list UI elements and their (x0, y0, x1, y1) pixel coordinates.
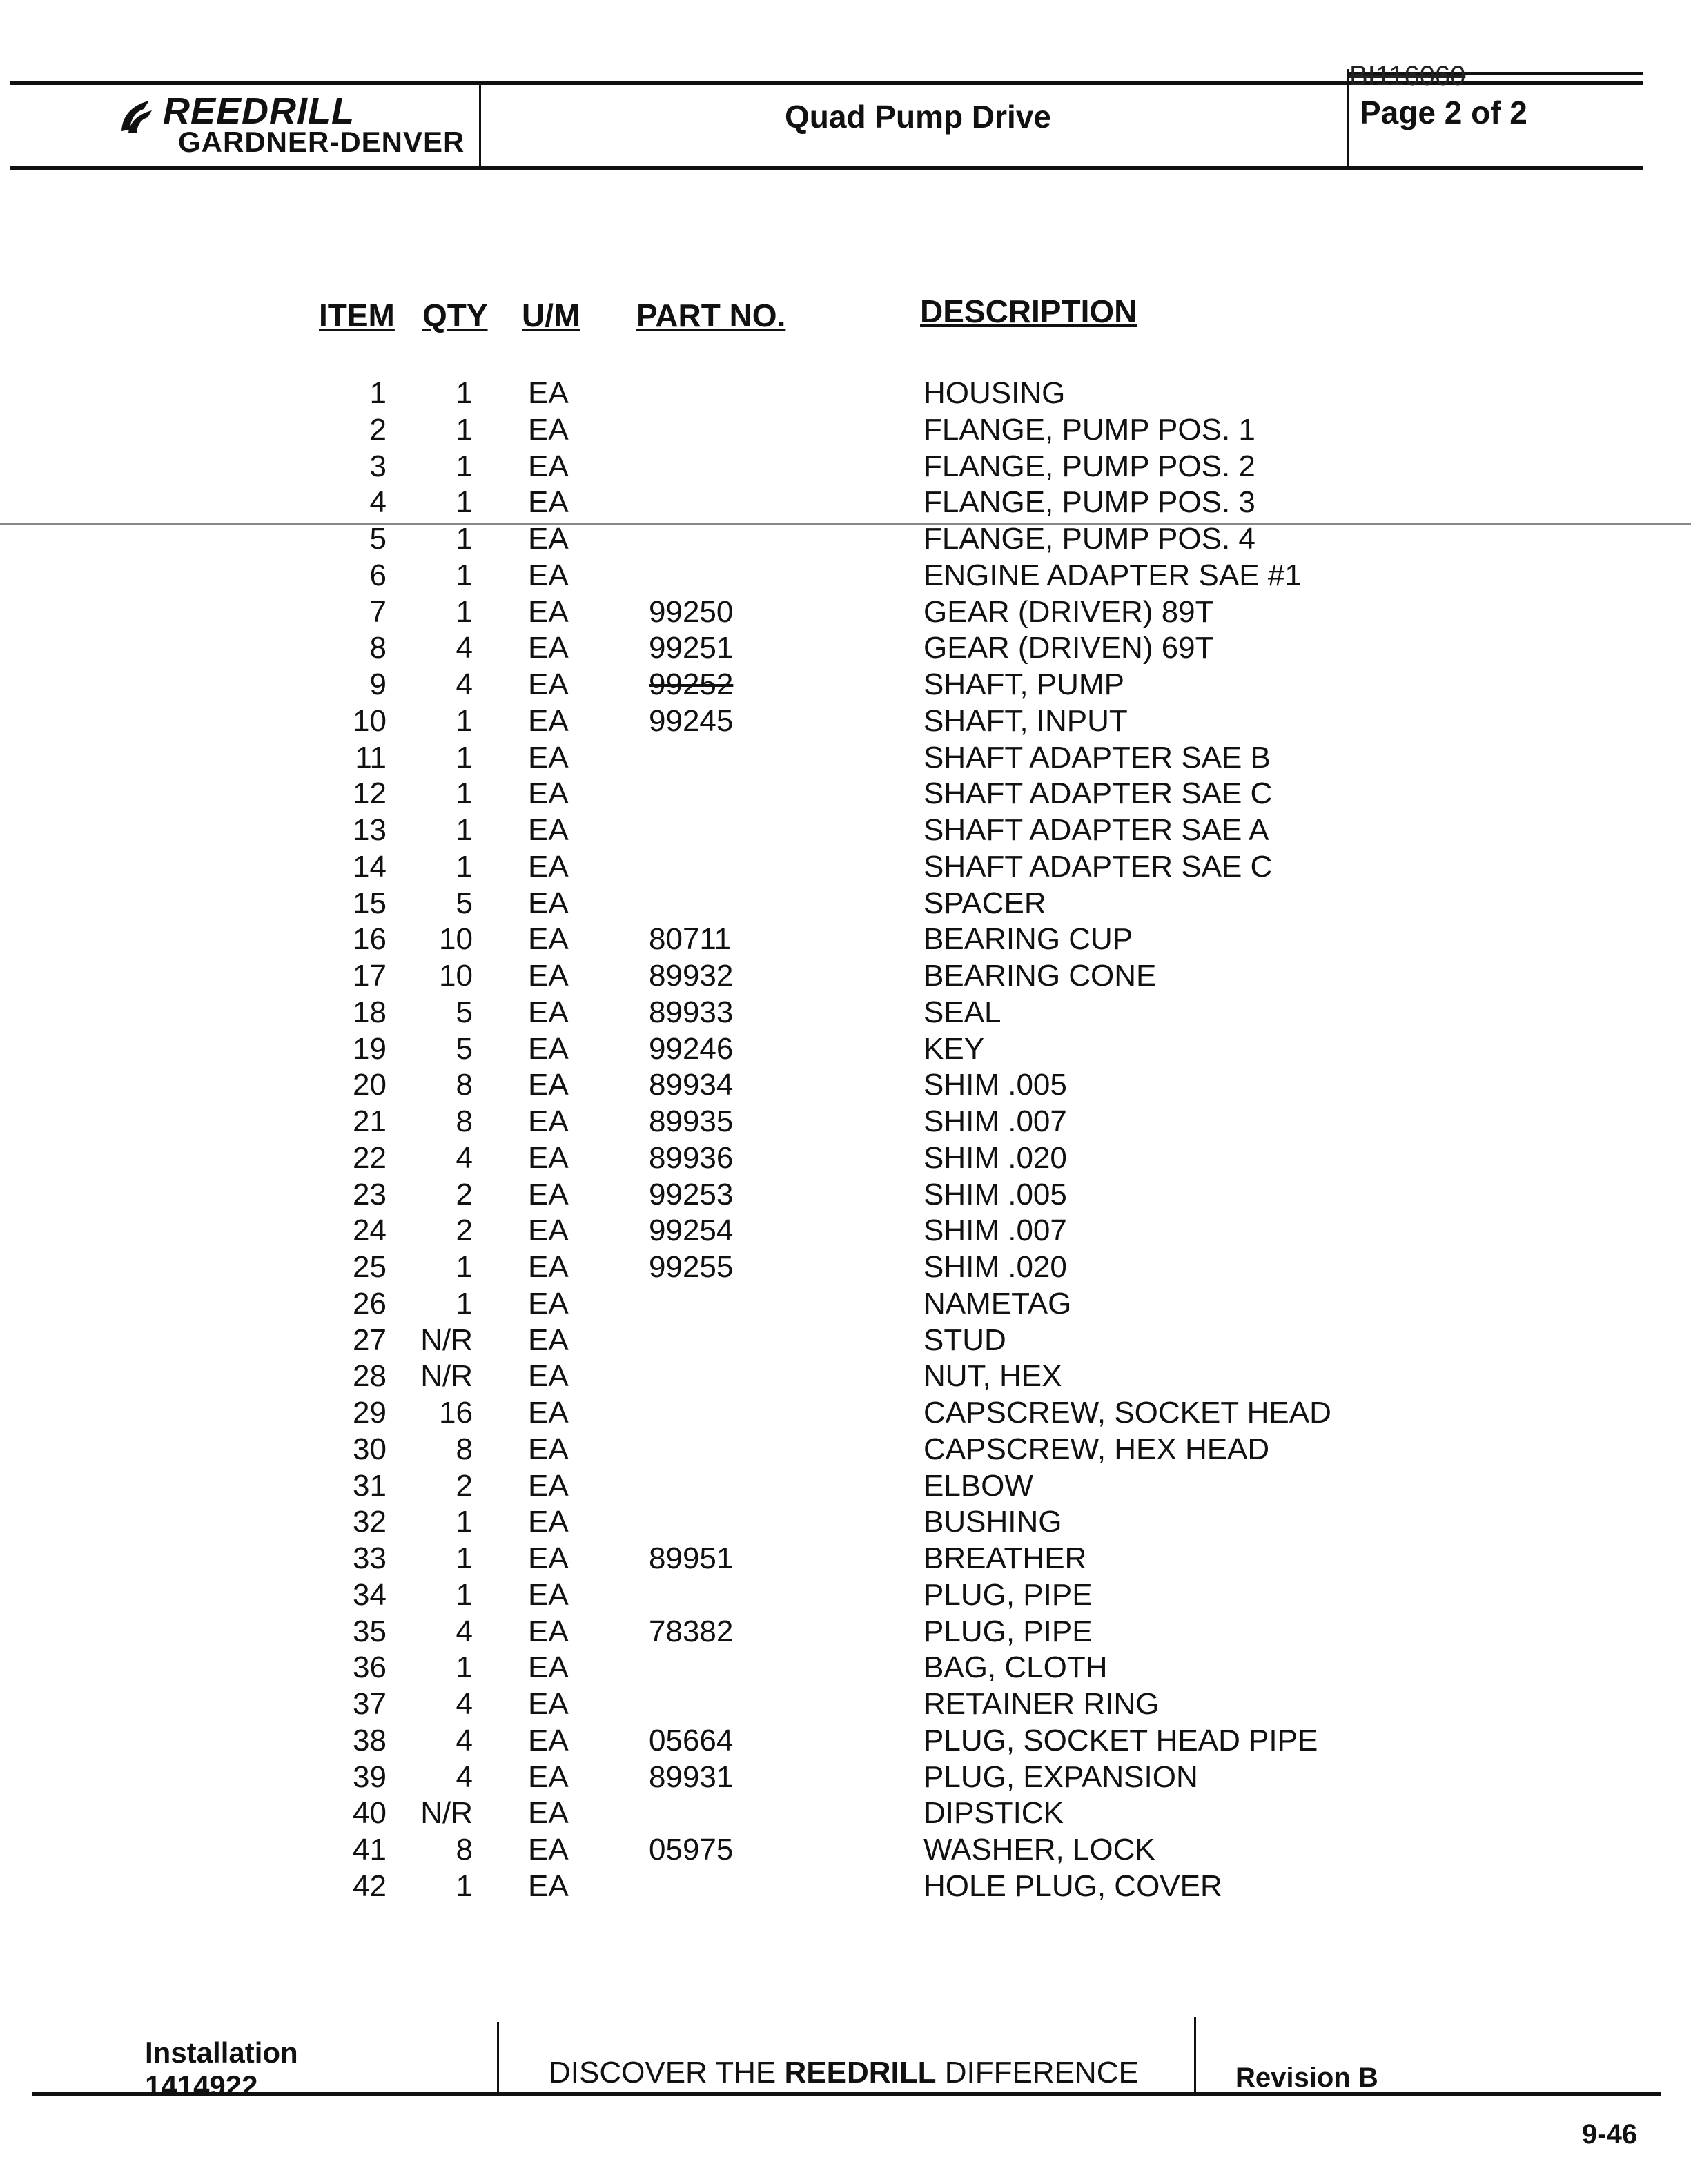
quantity: 8 (456, 1833, 473, 1866)
installation-number: 1414922 (145, 2069, 258, 2102)
unit-of-measure: EA (528, 1432, 569, 1466)
unit-of-measure: EA (528, 922, 569, 957)
unit-of-measure: EA (528, 1213, 569, 1248)
table-row (0, 485, 1691, 521)
revision-label: Revision B (1235, 2063, 1378, 2093)
unit-of-measure: EA (528, 485, 569, 520)
unit-of-measure: EA (528, 1687, 569, 1721)
part-number: 99253 (649, 1177, 734, 1211)
unit-of-measure: EA (528, 1140, 569, 1175)
unit-of-measure: EA (528, 1505, 569, 1539)
description: BREATHER (923, 1541, 1087, 1575)
quantity: 4 (456, 1140, 473, 1175)
item-number: 27 (353, 1323, 387, 1357)
table-row (0, 777, 1691, 812)
quantity: 1 (456, 449, 473, 483)
unit-of-measure: EA (528, 1286, 569, 1320)
item-number: 32 (353, 1505, 387, 1539)
document-title: Quad Pump Drive (785, 99, 1051, 135)
quantity: 1 (456, 1577, 473, 1612)
description: DIPSTICK (923, 1796, 1064, 1831)
quantity: 1 (456, 485, 473, 520)
description: FLANGE, PUMP POS. 1 (923, 412, 1255, 447)
description: SHAFT ADAPTER SAE C (923, 777, 1273, 811)
table-row (0, 1323, 1691, 1359)
quantity: 8 (456, 1068, 473, 1102)
unit-of-measure: EA (528, 813, 569, 847)
footer-slogan (549, 2056, 1139, 2090)
description: SHIM .005 (923, 1068, 1067, 1102)
item-number: 41 (353, 1833, 387, 1866)
item-number: 33 (353, 1541, 387, 1575)
quantity: 1 (456, 376, 473, 410)
item-number: 1 (369, 376, 387, 410)
table-row (0, 1615, 1691, 1650)
quantity: 1 (456, 522, 473, 556)
unit-of-measure: EA (528, 849, 569, 884)
slogan-brand: REEDRILL (784, 2056, 937, 2089)
item-number: 2 (369, 412, 387, 447)
item-number: 34 (353, 1577, 387, 1612)
item-number: 42 (353, 1869, 387, 1903)
quantity: 1 (456, 1286, 473, 1320)
item-number: 21 (353, 1104, 387, 1138)
unit-of-measure: EA (528, 449, 569, 483)
description: CAPSCREW, HEX HEAD (923, 1432, 1270, 1466)
table-row (0, 1505, 1691, 1541)
description: RETAINER RING (923, 1687, 1160, 1721)
quantity: 2 (456, 1468, 473, 1503)
table-row (0, 413, 1691, 449)
description: BEARING CONE (923, 959, 1157, 993)
table-row (0, 741, 1691, 777)
description: PLUG, EXPANSION (923, 1759, 1198, 1794)
description: CAPSCREW, SOCKET HEAD (923, 1396, 1331, 1430)
quantity: 1 (456, 558, 473, 592)
unit-of-measure: EA (528, 1614, 569, 1648)
item-number: 12 (353, 777, 387, 811)
description: SHIM .007 (923, 1213, 1067, 1248)
column-header-um: U/M (522, 298, 580, 333)
unit-of-measure: EA (528, 631, 569, 665)
unit-of-measure: EA (528, 959, 569, 993)
item-number: 3 (369, 449, 387, 483)
item-number: 10 (353, 703, 387, 738)
description: FLANGE, PUMP POS. 3 (923, 485, 1255, 520)
description: PLUG, SOCKET HEAD PIPE (923, 1723, 1318, 1757)
table-row (0, 1760, 1691, 1796)
table-row (0, 1287, 1691, 1323)
table-row (0, 1833, 1691, 1869)
item-number: 26 (353, 1286, 387, 1320)
quantity: 5 (456, 995, 473, 1029)
unit-of-measure: EA (528, 1650, 569, 1685)
description: FLANGE, PUMP POS. 2 (923, 449, 1255, 483)
description: BAG, CLOTH (923, 1650, 1108, 1685)
description: GEAR (DRIVEN) 69T (923, 631, 1214, 665)
brand-reedrill: REEDRILL (163, 90, 355, 132)
description: NAMETAG (923, 1286, 1072, 1320)
table-row (0, 1104, 1691, 1140)
part-number: 05975 (649, 1833, 734, 1866)
item-number: 14 (353, 849, 387, 884)
quantity: 1 (456, 1650, 473, 1685)
table-row (0, 595, 1691, 631)
unit-of-measure: EA (528, 1250, 569, 1284)
quantity: 10 (439, 922, 473, 957)
table-row (0, 886, 1691, 922)
description: KEY (923, 1031, 985, 1066)
item-number: 22 (353, 1140, 387, 1175)
description: SHIM .005 (923, 1177, 1067, 1211)
unit-of-measure: EA (528, 1359, 569, 1394)
description: BUSHING (923, 1505, 1062, 1539)
part-number: 99252 (649, 667, 734, 701)
part-number: 89932 (649, 959, 734, 993)
unit-of-measure: EA (528, 995, 569, 1029)
table-row (0, 631, 1691, 667)
quantity: 8 (456, 1104, 473, 1138)
description: ELBOW (923, 1468, 1033, 1503)
table-row (0, 1687, 1691, 1723)
table-row (0, 1432, 1691, 1468)
quantity: 1 (456, 1541, 473, 1575)
footer-divider-right (1194, 2017, 1196, 2093)
quantity: 10 (439, 959, 473, 993)
item-number: 16 (353, 922, 387, 957)
quantity: N/R (420, 1359, 473, 1394)
column-header-qty: QTY (422, 298, 488, 333)
table-row (0, 995, 1691, 1031)
table-row (0, 522, 1691, 558)
table-row (0, 449, 1691, 485)
item-number: 30 (353, 1432, 387, 1466)
description: SHAFT ADAPTER SAE A (923, 813, 1269, 847)
table-row (0, 558, 1691, 594)
table-row (0, 850, 1691, 886)
unit-of-measure: EA (528, 594, 569, 629)
description: SHIM .020 (923, 1140, 1067, 1175)
item-number: 37 (353, 1687, 387, 1721)
unit-of-measure: EA (528, 412, 569, 447)
part-number: 99250 (649, 594, 734, 629)
description: WASHER, LOCK (923, 1833, 1155, 1866)
description: HOLE PLUG, COVER (923, 1869, 1222, 1903)
description: SHIM .007 (923, 1104, 1067, 1138)
column-header-item: ITEM (319, 298, 395, 333)
quantity: 4 (456, 1687, 473, 1721)
table-row (0, 1068, 1691, 1104)
unit-of-measure: EA (528, 1577, 569, 1612)
unit-of-measure: EA (528, 558, 569, 592)
table-row (0, 1541, 1691, 1577)
item-number: 36 (353, 1650, 387, 1685)
description: PLUG, PIPE (923, 1577, 1093, 1612)
table-row (0, 704, 1691, 740)
unit-of-measure: EA (528, 740, 569, 774)
part-number: 89931 (649, 1759, 734, 1794)
unit-of-measure: EA (528, 1796, 569, 1831)
item-number: 6 (369, 558, 387, 592)
item-number: 13 (353, 813, 387, 847)
unit-of-measure: EA (528, 1759, 569, 1794)
unit-of-measure: EA (528, 1068, 569, 1102)
slogan-suffix: DIFFERENCE (936, 2056, 1139, 2089)
unit-of-measure: EA (528, 1833, 569, 1866)
table-row (0, 1396, 1691, 1432)
description: SHAFT ADAPTER SAE B (923, 740, 1271, 774)
description: SEAL (923, 995, 1001, 1029)
table-row (0, 1469, 1691, 1505)
quantity: N/R (420, 1796, 473, 1831)
table-row (0, 667, 1691, 703)
quantity: 5 (456, 1031, 473, 1066)
quantity: N/R (420, 1323, 473, 1357)
description: FLANGE, PUMP POS. 4 (923, 522, 1255, 556)
part-number: 89934 (649, 1068, 734, 1102)
item-number: 11 (355, 740, 387, 774)
slogan-prefix: DISCOVER THE (549, 2056, 785, 2089)
table-row (0, 813, 1691, 849)
brand-gardner-denver: GARDNER-DENVER (178, 126, 465, 158)
item-number: 35 (353, 1614, 387, 1648)
item-number: 17 (353, 959, 387, 993)
item-number: 15 (353, 886, 387, 920)
table-row (0, 1869, 1691, 1905)
item-number: 5 (369, 522, 387, 556)
description: ENGINE ADAPTER SAE #1 (923, 558, 1302, 592)
quantity: 1 (456, 740, 473, 774)
header-bottom-rule (10, 166, 1643, 170)
item-number: 8 (369, 631, 387, 665)
table-row (0, 1250, 1691, 1286)
quantity: 1 (456, 1250, 473, 1284)
reedrill-logo-icon (116, 95, 157, 137)
quantity: 1 (456, 813, 473, 847)
unit-of-measure: EA (528, 1104, 569, 1138)
table-row (0, 1178, 1691, 1213)
table-row (0, 1724, 1691, 1759)
description: SPACER (923, 886, 1046, 920)
item-number: 19 (353, 1031, 387, 1066)
quantity: 1 (456, 412, 473, 447)
description: SHAFT, PUMP (923, 667, 1124, 701)
table-row (0, 1032, 1691, 1068)
unit-of-measure: EA (528, 777, 569, 811)
quantity: 16 (439, 1396, 473, 1430)
page-number: 9-46 (1582, 2119, 1638, 2149)
document-number: BI116060 (1349, 61, 1466, 91)
description: GEAR (DRIVER) 89T (923, 594, 1214, 629)
quantity: 8 (456, 1432, 473, 1466)
quantity: 4 (456, 667, 473, 701)
table-row (0, 1213, 1691, 1249)
description: NUT, HEX (923, 1359, 1062, 1394)
part-number: 99254 (649, 1213, 734, 1248)
item-number: 40 (353, 1796, 387, 1831)
part-number: 99245 (649, 703, 734, 738)
quantity: 1 (456, 594, 473, 629)
part-number: 05664 (649, 1723, 734, 1757)
item-number: 4 (369, 485, 387, 520)
column-header-description: DESCRIPTION (920, 293, 1137, 329)
item-number: 9 (369, 667, 387, 701)
unit-of-measure: EA (528, 522, 569, 556)
header-divider-left (479, 83, 481, 168)
table-row (0, 1650, 1691, 1686)
part-number: 78382 (649, 1614, 734, 1648)
quantity: 1 (456, 703, 473, 738)
installation-label: Installation (145, 2036, 298, 2069)
unit-of-measure: EA (528, 1468, 569, 1503)
quantity: 1 (456, 1505, 473, 1539)
quantity: 1 (456, 1869, 473, 1903)
quantity: 1 (456, 777, 473, 811)
footer-divider-left (497, 2022, 499, 2093)
unit-of-measure: EA (528, 1396, 569, 1430)
quantity: 2 (456, 1213, 473, 1248)
item-number: 24 (353, 1213, 387, 1248)
item-number: 31 (353, 1468, 387, 1503)
unit-of-measure: EA (528, 1541, 569, 1575)
part-number: 89936 (649, 1140, 734, 1175)
item-number: 39 (353, 1759, 387, 1794)
table-row (0, 1796, 1691, 1832)
description: STUD (923, 1323, 1006, 1357)
quantity: 4 (456, 1759, 473, 1794)
quantity: 4 (456, 631, 473, 665)
table-row (0, 959, 1691, 995)
unit-of-measure: EA (528, 1323, 569, 1357)
part-number: 80711 (649, 922, 732, 957)
unit-of-measure: EA (528, 703, 569, 738)
quantity: 4 (456, 1723, 473, 1757)
unit-of-measure: EA (528, 1869, 569, 1903)
unit-of-measure: EA (528, 886, 569, 920)
part-number: 99246 (649, 1031, 734, 1066)
part-number: 89933 (649, 995, 734, 1029)
page-indicator: Page 2 of 2 (1360, 95, 1527, 130)
description: SHAFT, INPUT (923, 703, 1128, 738)
description: BEARING CUP (923, 922, 1133, 957)
part-number: 89935 (649, 1104, 734, 1138)
table-row (0, 1359, 1691, 1395)
item-number: 7 (369, 594, 387, 629)
part-number: 99255 (649, 1250, 734, 1284)
unit-of-measure: EA (528, 1031, 569, 1066)
item-number: 29 (353, 1396, 387, 1430)
quantity: 5 (456, 886, 473, 920)
quantity: 4 (456, 1614, 473, 1648)
unit-of-measure: EA (528, 1177, 569, 1211)
item-number: 28 (353, 1359, 387, 1394)
item-number: 38 (353, 1723, 387, 1757)
part-number: 89951 (649, 1541, 734, 1575)
quantity: 2 (456, 1177, 473, 1211)
item-number: 18 (353, 995, 387, 1029)
column-header-part-no: PART NO. (636, 298, 786, 333)
unit-of-measure: EA (528, 376, 569, 410)
table-row (0, 1141, 1691, 1177)
table-row (0, 922, 1691, 958)
footer-bottom-rule (32, 2092, 1661, 2096)
description: SHIM .020 (923, 1250, 1067, 1284)
description: SHAFT ADAPTER SAE C (923, 849, 1273, 884)
quantity: 1 (456, 849, 473, 884)
description: PLUG, PIPE (923, 1614, 1093, 1648)
item-number: 20 (353, 1068, 387, 1102)
table-row (0, 376, 1691, 412)
unit-of-measure: EA (528, 1723, 569, 1757)
part-number: 99251 (649, 631, 734, 665)
item-number: 25 (353, 1250, 387, 1284)
unit-of-measure: EA (528, 667, 569, 701)
item-number: 23 (353, 1177, 387, 1211)
table-row (0, 1578, 1691, 1614)
description: HOUSING (923, 376, 1066, 410)
